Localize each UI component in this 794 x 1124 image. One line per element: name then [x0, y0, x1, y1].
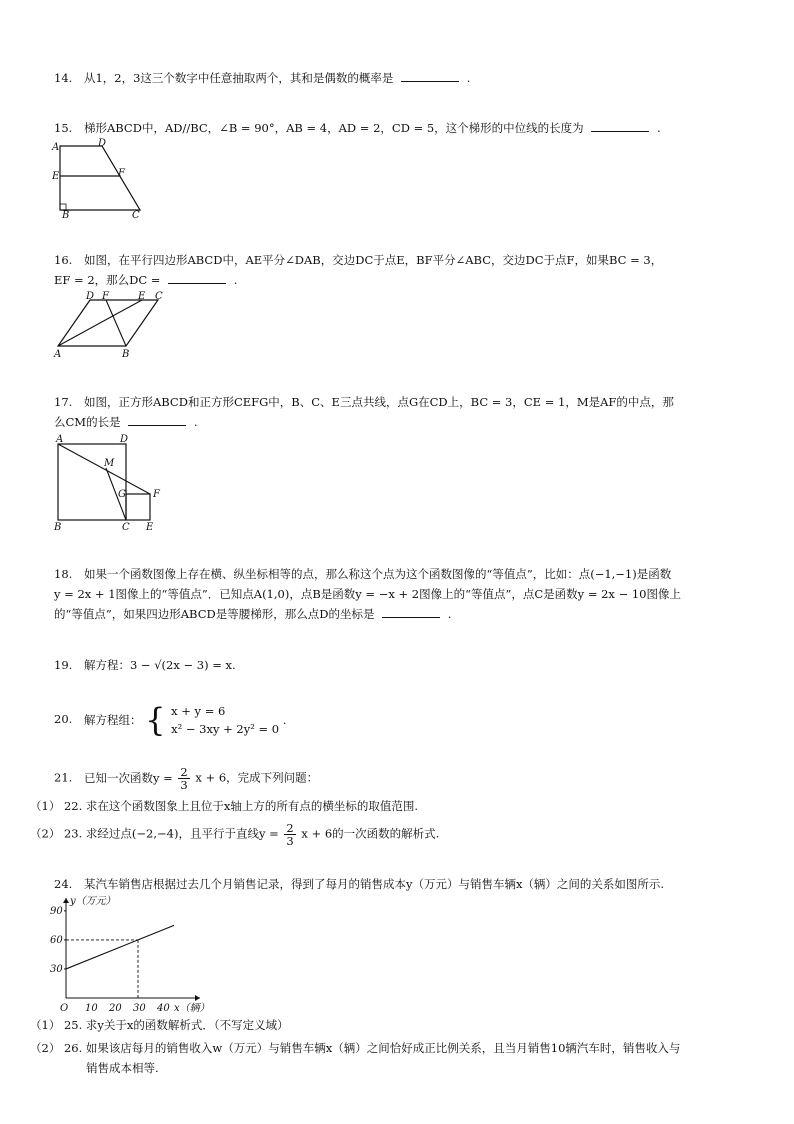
- question-number: 21.: [54, 770, 73, 785]
- question-21-part-2: [30, 822, 439, 847]
- question-number: 16.: [54, 253, 73, 267]
- question-17: 17. 如图，正方形ABCD和正方形CEFG中，B、C、E三点共线，点G在CD上，BC = 3，CE = 1，M是AF的中点，那 么CM的长是 .: [54, 395, 674, 429]
- question-15: 15. 梯形ABCD中，AD//BC，∠B = 90°，AB = 4，AD = 2，CD = 5，这个梯形的中位线的长度为 .: [54, 118, 661, 138]
- label-d: D: [98, 138, 107, 149]
- question-20: 20. 解方程组： { x + y = 6 x² − 3xy + 2y² = 0 .: [54, 701, 287, 739]
- label-e: E: [146, 522, 154, 532]
- equation-system: [171, 702, 279, 738]
- part-text: 26. 如果该店每月的销售收入w（万元）与销售车辆x（辆）之间恰好成正比例关系，且当月销售10辆汽车时，销售收入与: [63, 1041, 681, 1055]
- answer-blank[interactable]: [382, 604, 440, 618]
- x-tick-label: 20: [109, 1003, 122, 1014]
- label-c: C: [132, 210, 140, 220]
- question-text-line2: y = 2x + 1图像上的“等值点”．已知点A(1,0)，点B是函数y = −x + 2图像上的“等值点”，点C是函数y = 2x − 10图像上: [54, 587, 681, 601]
- fraction: $\frac{2}{3}$: [286, 821, 294, 848]
- squares-figure: [50, 432, 170, 532]
- label-c: C: [155, 291, 163, 302]
- y-tick-label: 30: [50, 963, 63, 975]
- series-line: [66, 925, 174, 969]
- label-f: F: [102, 291, 109, 302]
- question-21: [54, 766, 318, 791]
- question-label: 解方程组：: [83, 713, 142, 727]
- x-tick-label: 40: [157, 1003, 170, 1014]
- y-axis-label: y（万元）: [70, 896, 116, 907]
- part-tag: （2）: [30, 1041, 61, 1055]
- question-24-part-1: [30, 1015, 289, 1035]
- question-number: 18.: [54, 567, 73, 581]
- question-24: [54, 874, 664, 894]
- label-d: D: [86, 291, 95, 302]
- question-18: 18. 如果一个函数图像上存在横、纵坐标相等的点，那么称这个点为这个函数图像的“等值点”，比如：点(−1,−1)是函数 y = 2x + 1图像上的“等值点”．已知点A(1,0)，点B是函数y = −x + 2图像上的“等值点”，点C是函数y = 2x − 10图像上 的“等值点”，如果四边形ABCD是等腰梯形，那么点D的坐标是 .: [54, 567, 681, 621]
- trapezoid-figure: [50, 138, 160, 220]
- question-text-pre: 已知一次函数y =: [83, 770, 173, 785]
- answer-blank[interactable]: [168, 270, 226, 284]
- label-g: G: [118, 489, 126, 500]
- question-text-line2: 么CM的长是: [54, 415, 121, 429]
- label-e: E: [138, 291, 146, 302]
- question-text: 如果一个函数图像上存在横、纵坐标相等的点，那么称这个点为这个函数图像的“等值点”，比如：点(−1,−1)是函数: [83, 567, 672, 581]
- question-number: 17.: [54, 395, 73, 409]
- part-text-pre: 23. 求经过点(−2,−4)，且平行于直线y =: [63, 826, 279, 841]
- x-tick-label: 30: [133, 1003, 146, 1014]
- question-text: 解方程：3 − √(2x − 3) = x.: [83, 658, 236, 672]
- question-number: 14.: [54, 71, 73, 85]
- part-tag: （1）: [30, 799, 61, 813]
- label-b: B: [122, 349, 130, 360]
- question-16: 16. 如图，在平行四边形ABCD中，AE平分∠DAB，交边DC于点E，BF平分∠ABC，交边DC于点F，如果BC = 3， EF = 2，那么DC = .: [54, 253, 663, 287]
- x-axis-label: x（辆）: [174, 1003, 210, 1014]
- answer-blank[interactable]: [591, 118, 649, 132]
- y-tick-label: 90: [50, 905, 63, 917]
- question-text: 从1，2，3这三个数字中任意抽取两个，其和是偶数的概率是: [83, 71, 394, 85]
- equation-2: x² − 3xy + 2y² = 0: [171, 722, 280, 736]
- brace-icon: {: [145, 701, 166, 739]
- question-number: 20.: [54, 712, 73, 726]
- label-d: D: [120, 434, 129, 445]
- part-tag: （2）: [30, 826, 61, 841]
- question-text: 某汽车销售店根据过去几个月销售记录，得到了每月的销售成本y（万元）与销售车辆x（辆）之间的关系如图所示.: [83, 877, 665, 891]
- label-e: E: [52, 171, 60, 182]
- question-14: 14. 从1，2，3这三个数字中任意抽取两个，其和是偶数的概率是 .: [54, 68, 470, 88]
- question-number: 19.: [54, 658, 73, 672]
- label-f: F: [153, 489, 160, 500]
- question-text: 梯形ABCD中，AD//BC，∠B = 90°，AB = 4，AD = 2，CD = 5，这个梯形的中位线的长度为: [83, 121, 584, 135]
- question-19: [54, 655, 236, 675]
- question-text-line3: 的“等值点”，如果四边形ABCD是等腰梯形，那么点D的坐标是: [54, 607, 375, 621]
- part-text-line2: 销售成本相等.: [86, 1061, 159, 1075]
- y-tick-label: 60: [50, 934, 63, 946]
- label-a: A: [54, 349, 62, 360]
- label-b: B: [54, 522, 62, 532]
- part-tag: （1）: [30, 1018, 61, 1032]
- label-a: A: [52, 142, 60, 153]
- question-24-part-2: [30, 1038, 680, 1078]
- question-text-post: x + 6，完成下列问题：: [195, 770, 319, 785]
- question-number: 15.: [54, 121, 73, 135]
- parallelogram-figure: [50, 290, 170, 360]
- fraction: $\frac{2}{3}$: [180, 765, 188, 792]
- part-text: 25. 求y关于x的函数解析式．（不写定义域）: [63, 1018, 289, 1032]
- question-number: 24.: [54, 877, 73, 891]
- cost-chart: [40, 894, 210, 1016]
- label-f: F: [118, 168, 125, 179]
- x-tick-label: 10: [85, 1003, 98, 1014]
- question-text: 如图，正方形ABCD和正方形CEFG中，B、C、E三点共线，点G在CD上，BC = 3，CE = 1，M是AF的中点，那: [83, 395, 674, 409]
- question-text: 如图，在平行四边形ABCD中，AE平分∠DAB，交边DC于点E，BF平分∠ABC，交边DC于点F，如果BC = 3，: [83, 253, 663, 267]
- answer-blank[interactable]: [128, 412, 186, 426]
- question-text-line2: EF = 2，那么DC =: [54, 273, 161, 287]
- label-m: M: [104, 458, 115, 469]
- label-b: B: [62, 210, 70, 220]
- y-axis-arrow: [63, 898, 69, 903]
- label-a: A: [56, 434, 64, 445]
- part-text-post: x + 6的一次函数的解析式.: [301, 826, 440, 841]
- label-c: C: [122, 522, 130, 532]
- x-tick-label: O: [60, 1003, 69, 1014]
- part-text: 22. 求在这个函数图象上且位于x轴上方的所有点的横坐标的取值范围.: [63, 799, 419, 813]
- x-axis-arrow: [195, 995, 200, 1001]
- question-21-part-1: [30, 796, 418, 816]
- answer-blank[interactable]: [401, 68, 459, 82]
- equation-1: x + y = 6: [171, 704, 226, 718]
